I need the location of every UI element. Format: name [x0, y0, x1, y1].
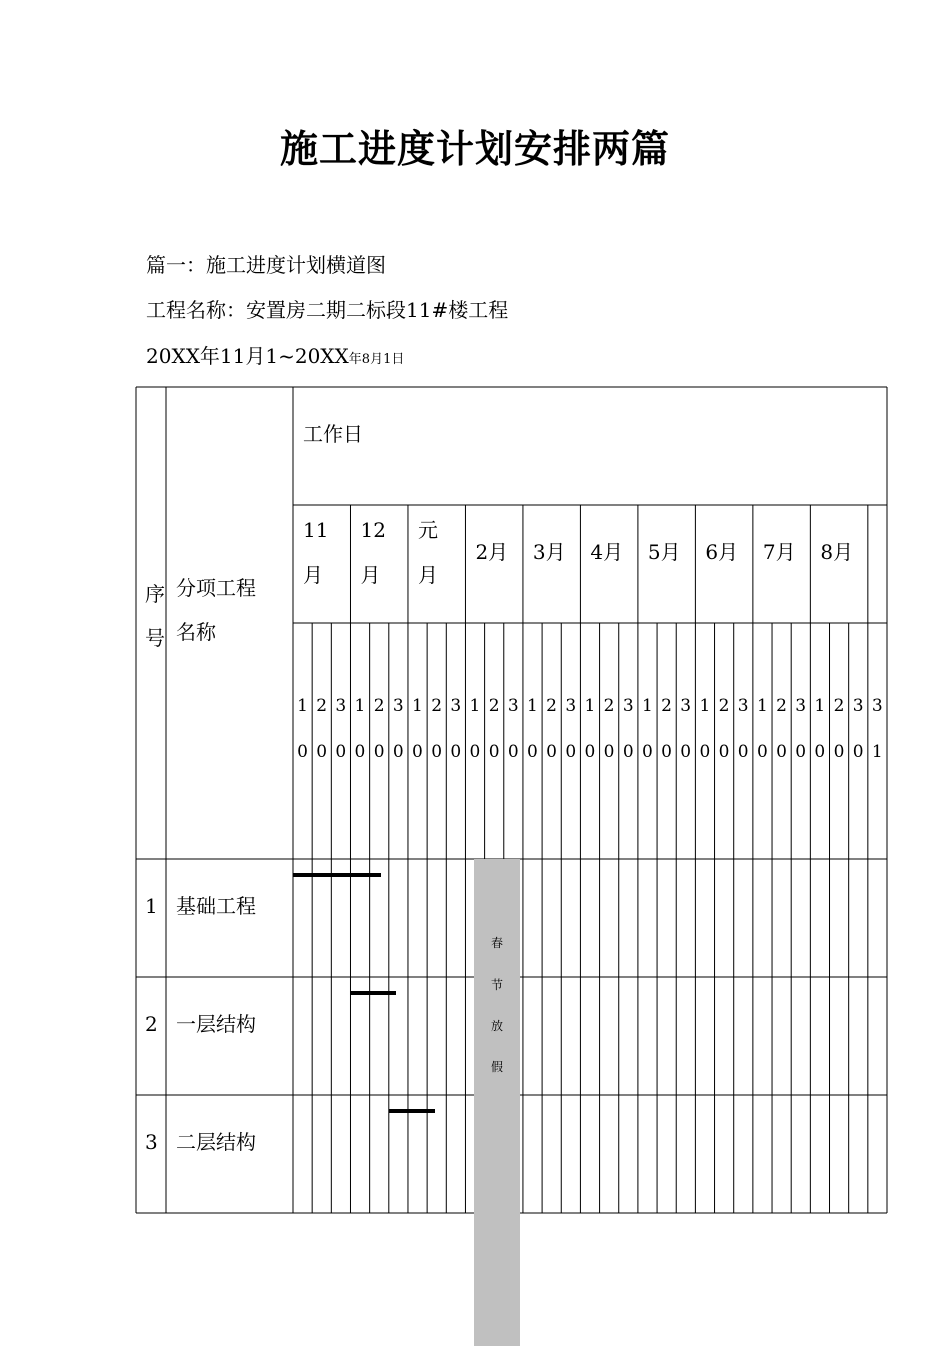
- day-tick-label: 1: [814, 696, 826, 716]
- row-seq: 1: [145, 894, 158, 918]
- day-tick-label: 2: [316, 696, 328, 716]
- month-label: 6月: [705, 540, 739, 564]
- day-tick-label: 0: [737, 742, 749, 762]
- day-tick-label: 0: [699, 742, 711, 762]
- spring-festival-holiday-band: [474, 859, 520, 1346]
- day-tick-label: 0: [565, 742, 577, 762]
- month-label: 12: [360, 518, 386, 542]
- day-tick-label: 3: [622, 696, 634, 716]
- day-tick-label: 1: [412, 696, 423, 716]
- name-header-line: 分项工程: [176, 576, 256, 600]
- day-tick-label: 2: [661, 696, 672, 716]
- day-tick-label: 2: [373, 696, 385, 716]
- name-header-line: 名称: [176, 620, 216, 644]
- day-tick-label: 0: [488, 742, 500, 762]
- day-tick-label: 3: [392, 696, 404, 716]
- day-tick-label: 0: [546, 742, 557, 762]
- holiday-char: 春: [490, 936, 503, 950]
- seq-header-char: 序: [145, 582, 165, 606]
- date-range-small: 年8月1日: [348, 352, 405, 367]
- day-tick-label: 2: [431, 696, 443, 716]
- day-tick-label: 1: [584, 696, 596, 716]
- day-tick-label: 0: [603, 742, 615, 762]
- day-tick-label: 0: [507, 742, 519, 762]
- document-title: 施工进度计划安排两篇: [279, 126, 670, 171]
- day-tick-label: 0: [776, 742, 787, 762]
- day-tick-label: 1: [354, 696, 366, 716]
- day-tick-label: 2: [603, 696, 615, 716]
- day-tick-label: 0: [431, 742, 443, 762]
- schedule-bar: [350, 991, 396, 995]
- day-tick-label: 0: [833, 742, 845, 762]
- month-label: 11: [303, 518, 329, 542]
- schedule-bar: [293, 873, 381, 877]
- day-tick-label: 1: [641, 696, 653, 716]
- day-tick-label: 0: [354, 742, 366, 762]
- month-label: 2月: [475, 540, 509, 564]
- day-tick-label: 3: [450, 696, 462, 716]
- day-tick-label: 2: [718, 696, 730, 716]
- day-tick-label: 3: [565, 696, 577, 716]
- day-tick-label: 0: [297, 742, 308, 762]
- month-label: 5月: [647, 540, 681, 564]
- day-tick-label: 2: [833, 696, 845, 716]
- day-tick-label: 0: [661, 742, 672, 762]
- day-tick-label: 0: [718, 742, 730, 762]
- holiday-char: 放: [490, 1019, 503, 1033]
- day-tick-label: 1: [699, 696, 711, 716]
- holiday-char: 假: [490, 1060, 503, 1074]
- day-tick-label: 0: [584, 742, 596, 762]
- month-label: 月: [417, 563, 438, 587]
- month-label: 8月: [820, 540, 854, 564]
- day-tick-label: 3: [335, 696, 347, 716]
- day-tick-label: 0: [450, 742, 462, 762]
- day-tick-label: 0: [852, 742, 864, 762]
- day-tick-label: 3: [507, 696, 519, 716]
- month-label: 3月: [532, 540, 566, 564]
- month-label: 7月: [762, 540, 796, 564]
- month-label: 4月: [590, 540, 624, 564]
- day-tick-label: 0: [680, 742, 692, 762]
- date-range-main: 20XX年11月1~20XX: [146, 344, 349, 368]
- day-tick-label: 0: [622, 742, 634, 762]
- row-task-name: 二层结构: [176, 1130, 256, 1154]
- day-tick-label: 2: [776, 696, 787, 716]
- day-tick-label: 0: [814, 742, 826, 762]
- project-name: 工程名称：安置房二期二标段11#楼工程: [146, 298, 509, 322]
- day-tick-label: 0: [335, 742, 347, 762]
- day-tick-label: 3: [795, 696, 807, 716]
- section-title: 篇一：施工进度计划横道图: [146, 253, 386, 277]
- day-tick-label: 3: [871, 696, 883, 716]
- workday-header: 工作日: [303, 422, 363, 446]
- day-tick-label: 1: [469, 696, 481, 716]
- month-label: 元: [417, 518, 438, 542]
- holiday-char: 节: [490, 978, 503, 992]
- row-seq: 2: [145, 1012, 158, 1036]
- day-tick-label: 3: [852, 696, 864, 716]
- row-seq: 3: [145, 1130, 158, 1154]
- day-tick-label: 3: [737, 696, 749, 716]
- day-tick-label: 0: [412, 742, 423, 762]
- month-label: 月: [303, 563, 323, 587]
- day-tick-label: 0: [756, 742, 768, 762]
- day-tick-label: 0: [469, 742, 481, 762]
- row-task-name: 一层结构: [176, 1012, 256, 1036]
- day-tick-label: 0: [373, 742, 385, 762]
- day-tick-label: 0: [392, 742, 404, 762]
- day-tick-label: 3: [680, 696, 692, 716]
- day-tick-label: 1: [871, 742, 883, 762]
- day-tick-label: 0: [641, 742, 653, 762]
- day-tick-label: 2: [488, 696, 500, 716]
- month-label: 月: [360, 563, 381, 587]
- day-tick-label: 0: [795, 742, 807, 762]
- seq-header-char: 号: [145, 626, 165, 650]
- row-task-name: 基础工程: [176, 894, 256, 918]
- schedule-bar: [389, 1109, 435, 1113]
- day-tick-label: 0: [316, 742, 328, 762]
- day-tick-label: 1: [756, 696, 768, 716]
- day-tick-label: 1: [527, 696, 538, 716]
- day-tick-label: 2: [546, 696, 557, 716]
- day-tick-label: 0: [527, 742, 538, 762]
- day-tick-label: 1: [297, 696, 308, 716]
